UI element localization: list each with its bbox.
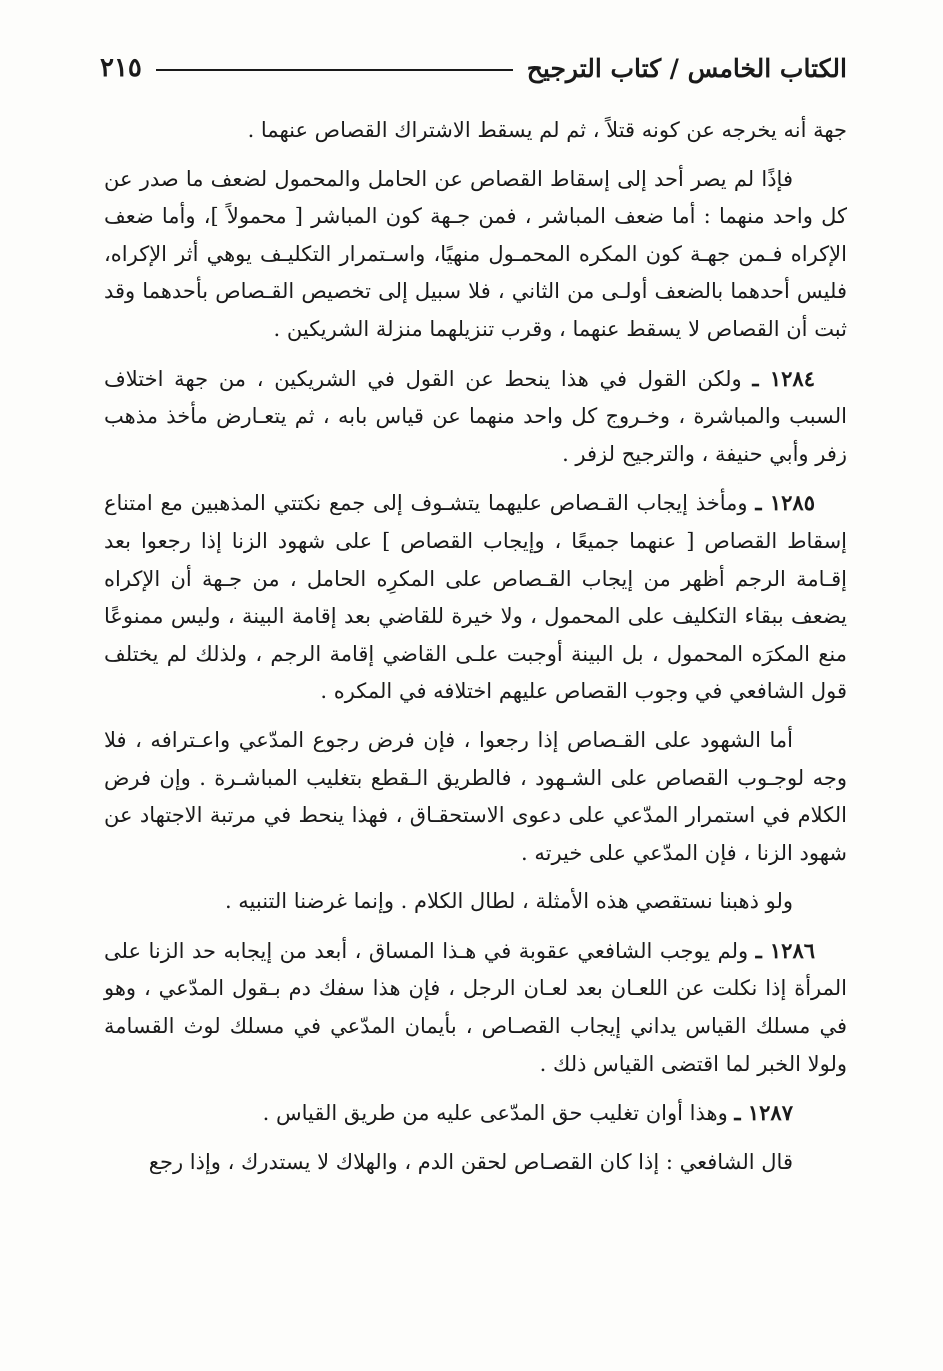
paragraph-text: ولكن القول في هذا ينحط عن القول في الشريكين ، من جهة اختلاف السبب والمباشرة ، وخـروج كل واحد منهما عن قياس بابه ، ثم يتعـارض مأخذ مذهب زفر وأبي حنيفة ، والترجيح لزفر . (104, 366, 847, 466)
paragraph-continuation (104, 112, 847, 150)
running-head (100, 44, 847, 92)
paragraph (104, 1144, 847, 1182)
paragraph-number: ١٢٨٧ ـ (734, 1100, 793, 1126)
paragraph-number: ١٢٨٦ ـ (755, 937, 816, 963)
body-text (104, 112, 847, 1192)
paragraph-text: قال الشافعي : إذا كان القصـاص لحقن الدم ، والهلاك لا يستدرك ، وإذا رجع (148, 1149, 793, 1174)
paragraph-1285 (104, 484, 847, 711)
paragraph (104, 722, 847, 872)
paragraph (104, 883, 847, 921)
paragraph-number: ١٢٨٥ ـ (755, 490, 815, 516)
header-rule (156, 69, 513, 71)
paragraph-text: فإذًا لم يصر أحد إلى إسقاط القصاص عن الحامل والمحمول لضعف ما صدر عن كل واحد منهما : أما ضعف المباشر ، فمن جـهة كون المباشر [ محمولاً ]، وأما ضعف الإكراه فـمن جهـة كون المكره المحمـول منهيًا، واسـتمرار التكليـف يوهي أثر الإكراه، فليس أحدهما بالضعف أولـى من الثاني ، فلا سبيل إلى تخصيص القـصاص بأحدهما وقد ثبت أن القصاص لا يسقط عنهما ، وقرب تنزيلهما منزلة الشريكين . (104, 166, 847, 341)
page-number: ٢١٥ (100, 53, 142, 83)
paragraph-1286 (104, 932, 847, 1083)
paragraph-number: ١٢٨٤ ـ (752, 365, 815, 391)
paragraph-1287 (104, 1094, 847, 1133)
paragraph-1284 (104, 360, 847, 474)
paragraph-text: ومأخذ إيجاب القـصاص عليهما يتشـوف إلى جمع نكتتي المذهبين مع امتناع إسقاط القصاص [ عنهما جميعًا ، وإيجاب القصاص ] على شهود الزنا إذا رجعوا بعد إقـامة الرجم أظهر من إيجاب القـصاص على المكرِه الحامل ، من جـهة أن الإكراه يضعف ببقاء التكليف على المحمول ، ولا خيرة للقاضي بعد إقامة البينة ، وليس ممنوعًا منع المكرَه المحمول ، بل البينة أوجبت علـى القاضي إقامة الرجم ، ولذلك لم يختلف قول الشافعي في وجوب القصاص عليهم اختلافه في المكره . (104, 491, 847, 704)
paragraph (104, 161, 847, 349)
paragraph-text: ولو ذهبنا نستقصي هذه الأمثلة ، لطال الكلام . وإنما غرضنا التنبيه . (224, 889, 793, 914)
paragraph-text: ولم يوجب الشافعي عقوبة في هـذا المساق ، أبعد من إيجابه حد الزنا على المرأة إذا نكلت عن اللعـان بعد لعـان الرجل ، فإن هذا سفك دم بـقول المدّعي ، وهو في مسلك القياس يداني إيجاب القصـاص ، بأيمان المدّعي في مسلك لوث القسامة ولولا الخبر لما اقتضى القياس ذلك . (104, 938, 847, 1076)
paragraph-text: أما الشهود على القـصاص إذا رجعوا ، فإن فرض رجوع المدّعي واعـترافه ، فلا وجه لوجـوب القصاص على الشـهود ، فالطريق الـقطع بتغليب المباشـرة . وإن فرض الكلام في استمرار المدّعي على دعوى الاستحقـاق ، فهذا ينحط في مرتبة الاجتهاد عن شهود الزنا ، فإن المدّعي على خيرته . (104, 727, 847, 865)
paragraph-text: وهذا أوان تغليب حق المدّعى عليه من طريق القياس . (262, 1101, 728, 1126)
paragraph-text: جهة أنه يخرجه عن كونه قتلاً ، ثم لم يسقط الاشتراك القصاص عنهما . (247, 118, 847, 142)
running-head-title: الكتاب الخامس / كتاب الترجيح (526, 53, 847, 83)
